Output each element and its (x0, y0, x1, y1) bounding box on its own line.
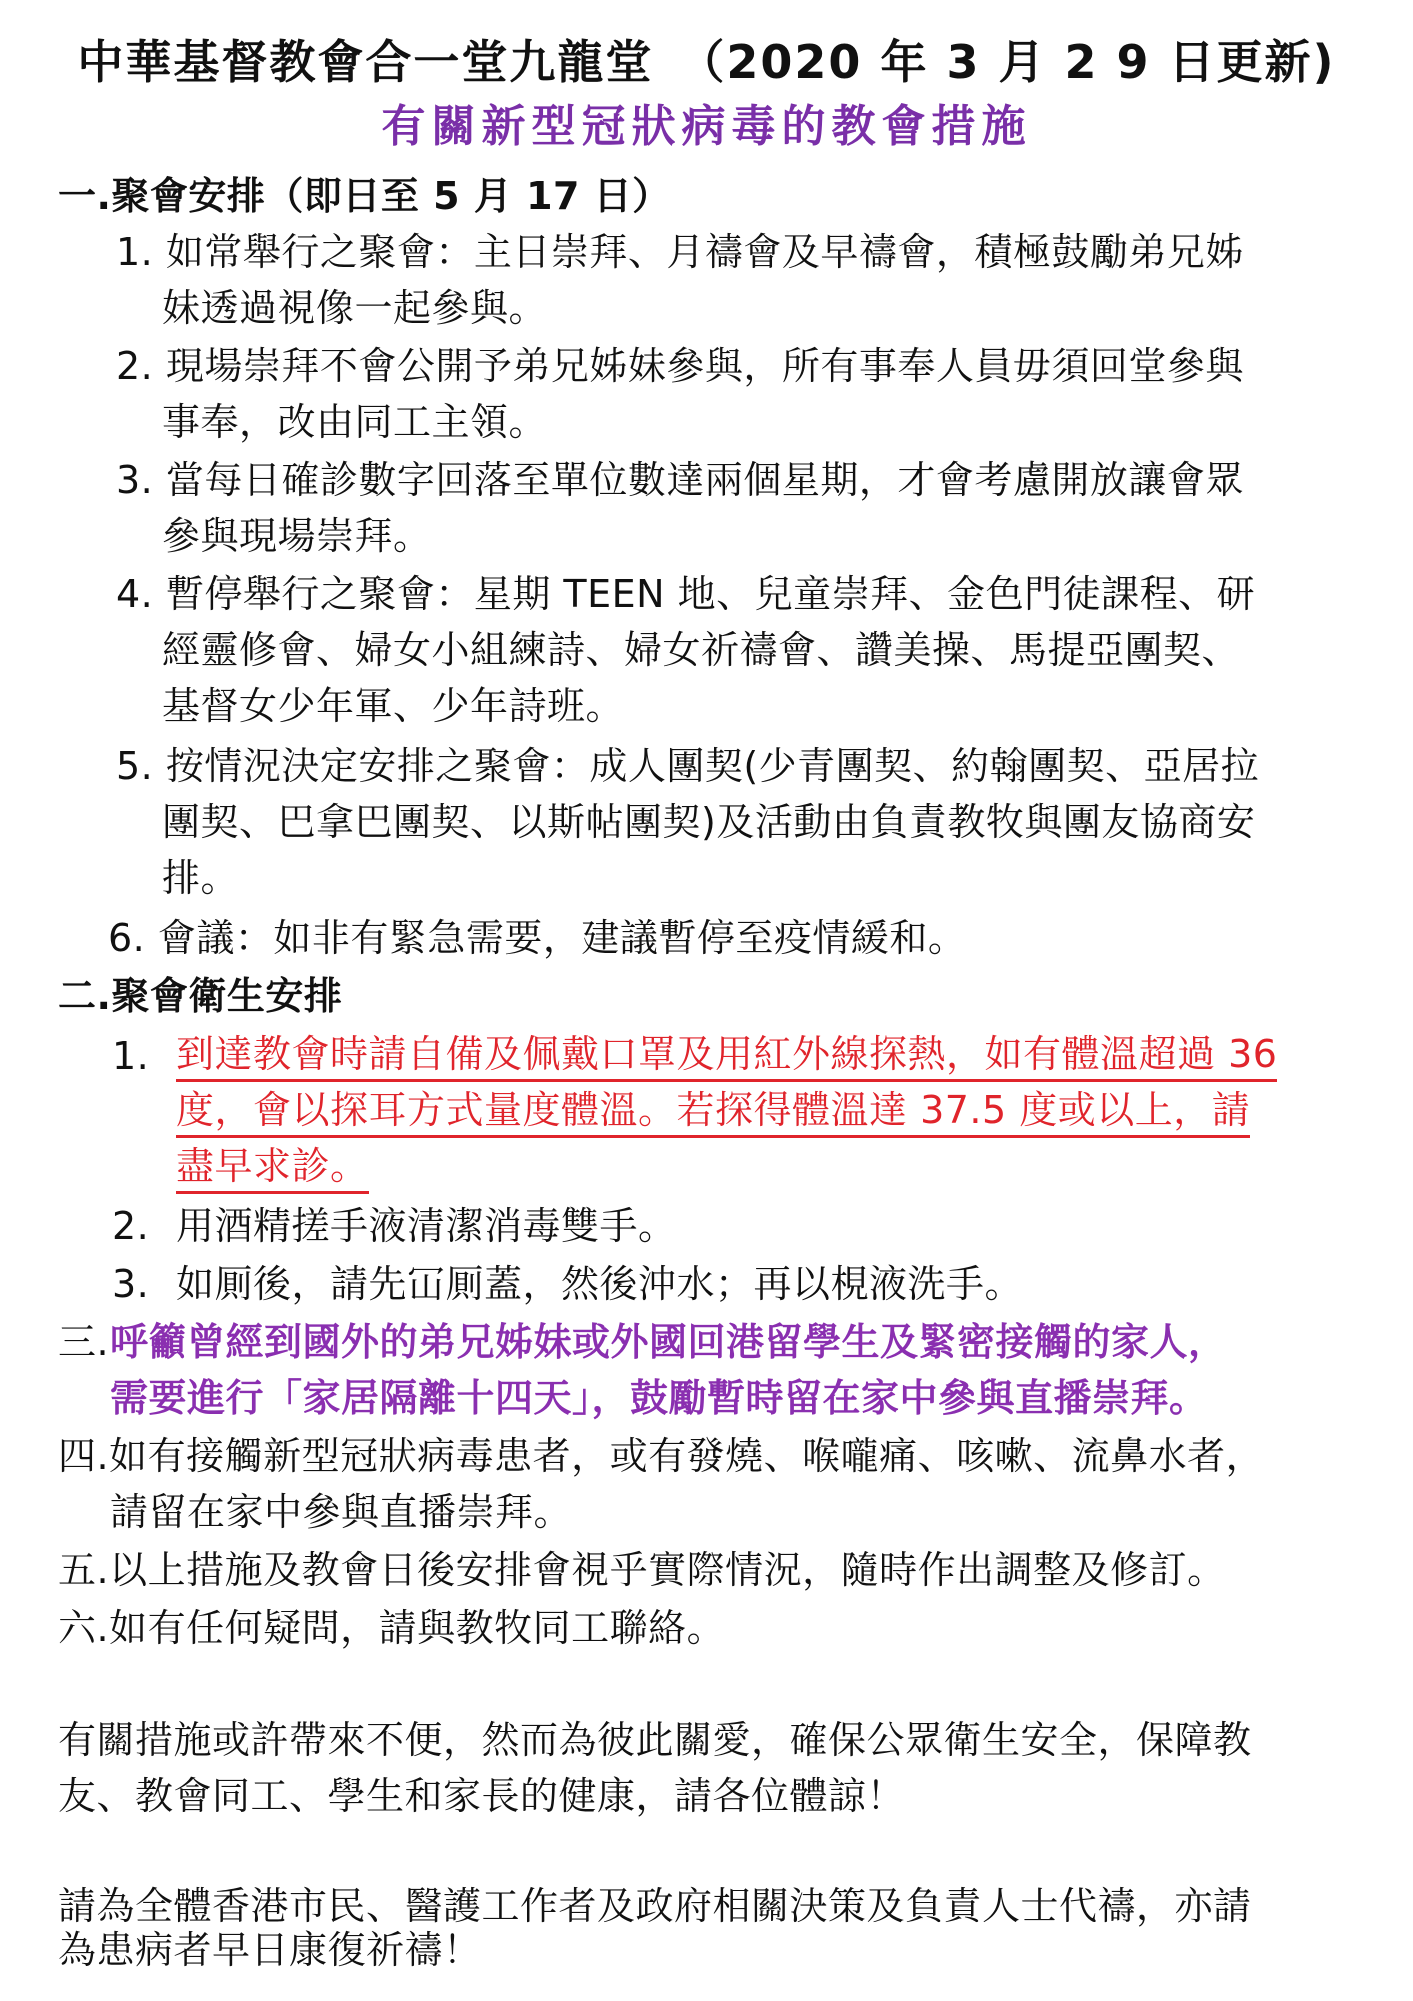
section1-item1-line2: 妹透過視像一起參與。 (162, 286, 548, 330)
section3-line2: 需要進行「家居隔離十四天」，鼓勵暫時留在家中參與直播崇拜。 (110, 1376, 1208, 1420)
section1-item5-line3: 排。 (162, 856, 240, 900)
section2-item1-line3: 盡早求診。 (176, 1142, 369, 1194)
section4-line1: 四.如有接觸新型冠狀病毒患者，或有發燒、喉嚨痛、咳嗽、流鼻水者， (58, 1434, 1265, 1478)
section1-item5-line1: 5. 按情況決定安排之聚會：成人團契(少青團契、約翰團契、亞居拉 (116, 744, 1260, 788)
section2-item2-text: 用酒精搓手液清潔消毒雙手。 (176, 1204, 677, 1248)
section2-item2-number: 2. (112, 1204, 150, 1248)
section1-item3-line1: 3. 當每日確診數字回落至單位數達兩個星期，才會考慮開放讓會眾 (116, 458, 1244, 502)
section3-prefix: 三. (58, 1320, 110, 1364)
section2-item1-line1: 到達教會時請自備及佩戴口罩及用紅外線探熱，如有體溫超過 36 (176, 1030, 1277, 1082)
closing2-line2: 為患病者早日康復祈禱！ (58, 1928, 482, 1972)
closing2-line1: 請為全體香港市民、醫護工作者及政府相關決策及負責人士代禱，亦請 (58, 1884, 1252, 1928)
section2-heading: 二.聚會衛生安排 (58, 974, 343, 1018)
section1-item6: 6. 會議：如非有緊急需要，建議暫停至疫情緩和。 (108, 916, 967, 960)
section1-item2-line1: 2. 現場崇拜不會公開予弟兄姊妹參與，所有事奉人員毋須回堂參與 (116, 344, 1244, 388)
section2-item1-line2: 度，會以探耳方式量度體溫。若探得體溫達 37.5 度或以上，請 (176, 1086, 1250, 1138)
closing1-line1: 有關措施或許帶來不便，然而為彼此關愛，確保公眾衛生安全，保障教 (58, 1718, 1252, 1762)
section1-heading: 一.聚會安排（即日至 5 月 17 日） (58, 174, 671, 218)
closing1-line2: 友、教會同工、學生和家長的健康，請各位體諒！ (58, 1774, 906, 1818)
document-subtitle: 有關新型冠狀病毒的教會措施 (381, 101, 1032, 152)
section1-item5-line2: 團契、巴拿巴團契、以斯帖團契)及活動由負責教牧與團友協商安 (162, 800, 1256, 844)
section1-item4-line1: 4. 暫停舉行之聚會：星期 TEEN 地、兒童崇拜、金色門徒課程、研 (116, 572, 1256, 616)
section1-item4-line2: 經靈修會、婦女小組練詩、婦女祈禱會、讚美操、馬提亞團契、 (162, 628, 1241, 672)
section1-item1-line1: 1. 如常舉行之聚會：主日崇拜、月禱會及早禱會，積極鼓勵弟兄姊 (116, 230, 1244, 274)
section2-item1-number: 1. (112, 1034, 150, 1078)
section4-line2: 請留在家中參與直播崇拜。 (110, 1490, 573, 1534)
section1-item2-line2: 事奉，改由同工主領。 (162, 400, 548, 444)
section1-item3-line2: 參與現場崇拜。 (162, 514, 432, 558)
section3-line1: 呼籲曾經到國外的弟兄姊妹或外國回港留學生及緊密接觸的家人， (110, 1320, 1227, 1364)
section2-item3-text: 如厠後，請先冚厠蓋，然後沖水；再以梘液洗手。 (176, 1262, 1024, 1306)
section6-text: 六.如有任何疑問，請與教牧同工聯絡。 (58, 1606, 726, 1650)
section1-item4-line3: 基督女少年軍、少年詩班。 (162, 684, 625, 728)
section5-text: 五.以上措施及教會日後安排會視乎實際情況，隨時作出調整及修訂。 (58, 1548, 1226, 1592)
document-title: 中華基督教會合一堂九龍堂 （2020 年 3 月 2 9 日更新) (77, 35, 1336, 89)
section2-item3-number: 3. (112, 1262, 150, 1306)
